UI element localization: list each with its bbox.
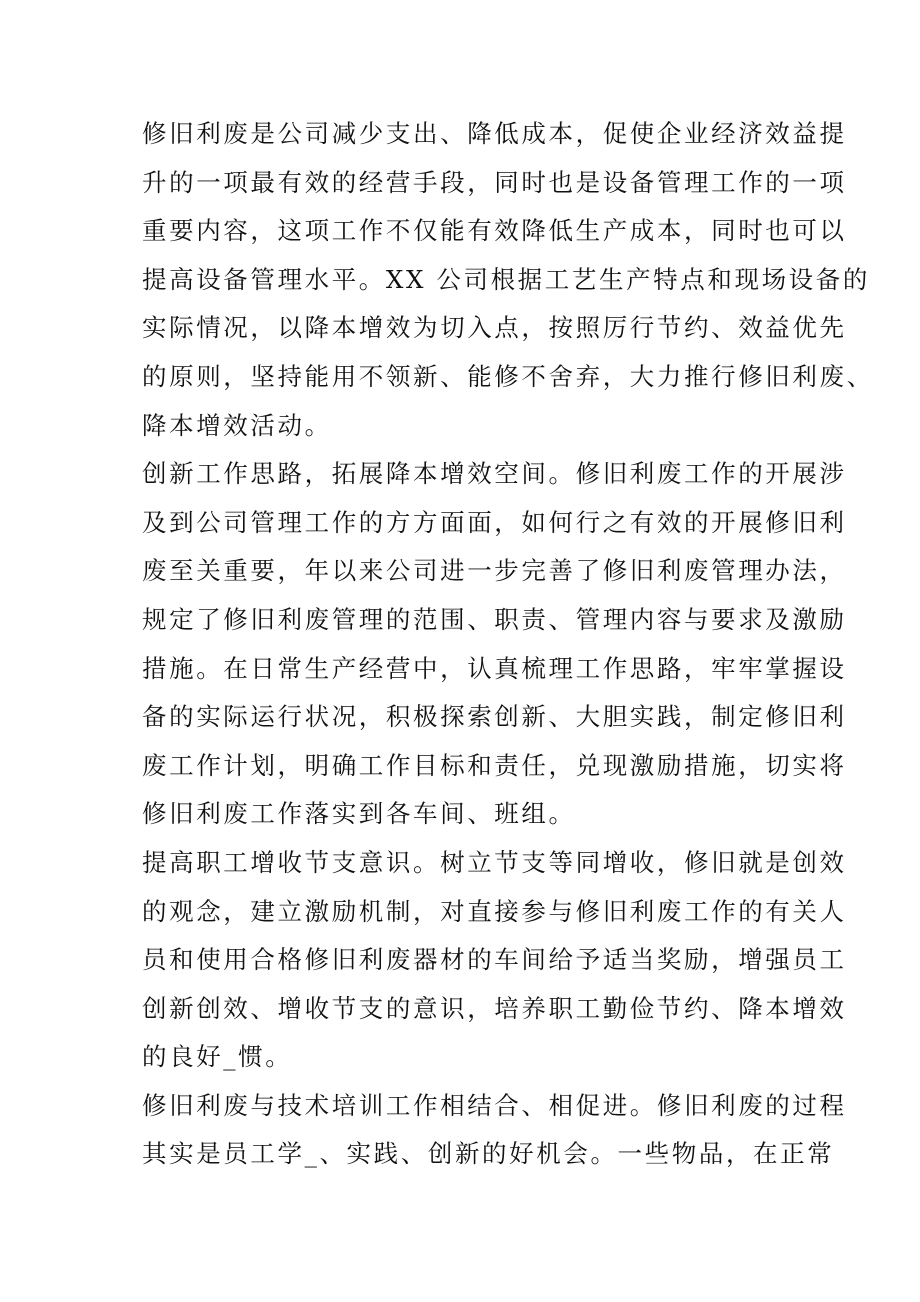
document-body	[142, 110, 874, 1179]
text-line: 及到公司管理工作的方方面面，如何行之有效的开展修旧利	[142, 507, 847, 537]
text-line: 废工作计划，明确工作目标和责任，兑现激励措施，切实将	[142, 750, 847, 780]
text-line: 的良好_惯。	[142, 1042, 293, 1072]
text-line: 规定了修旧利废管理的范围、职责、管理内容与要求及激励	[142, 604, 847, 634]
text-line: 措施。在日常生产经营中，认真梳理工作思路，牢牢掌握设	[142, 653, 847, 683]
text-line: 的原则，坚持能用不领新、能修不舍弃，大力推行修旧利废、	[142, 361, 874, 391]
text-line: 降本增效活动。	[142, 410, 332, 440]
text-line: 的观念，建立激励机制，对直接参与修旧利废工作的有关人	[142, 896, 847, 926]
text-line: 创新工作思路，拓展降本增效空间。修旧利废工作的开展涉	[142, 459, 847, 489]
text-line: 员和使用合格修旧利废器材的车间给予适当奖励，增强员工	[142, 945, 847, 975]
text-line: 废至关重要，年以来公司进一步完善了修旧利废管理办法，	[142, 556, 847, 586]
text-line: 修旧利废工作落实到各车间、班组。	[142, 799, 576, 829]
text-line: 创新创效、增收节支的意识，培养职工勤俭节约、降本增效	[142, 993, 847, 1023]
text-line: 提高职工增收节支意识。树立节支等同增收，修旧就是创效	[142, 847, 847, 877]
text-line: 其实是员工学_、实践、创新的好机会。一些物品，在正常	[142, 1139, 835, 1169]
text-line: 实际情况，以降本增效为切入点，按照厉行节约、效益优先	[142, 313, 847, 343]
text-line: 重要内容，这项工作不仅能有效降低生产成本，同时也可以	[142, 216, 847, 246]
text-line: 修旧利废与技术培训工作相结合、相促进。修旧利废的过程	[142, 1090, 847, 1120]
text-line: 升的一项最有效的经营手段，同时也是设备管理工作的一项	[142, 167, 847, 197]
text-line: 备的实际运行状况，积极探索创新、大胆实践，制定修旧利	[142, 702, 847, 732]
text-line: 修旧利废是公司减少支出、降低成本，促使企业经济效益提	[142, 119, 847, 148]
text-line: 提高设备管理水平。XX 公司根据工艺生产特点和现场设备的	[142, 264, 870, 294]
